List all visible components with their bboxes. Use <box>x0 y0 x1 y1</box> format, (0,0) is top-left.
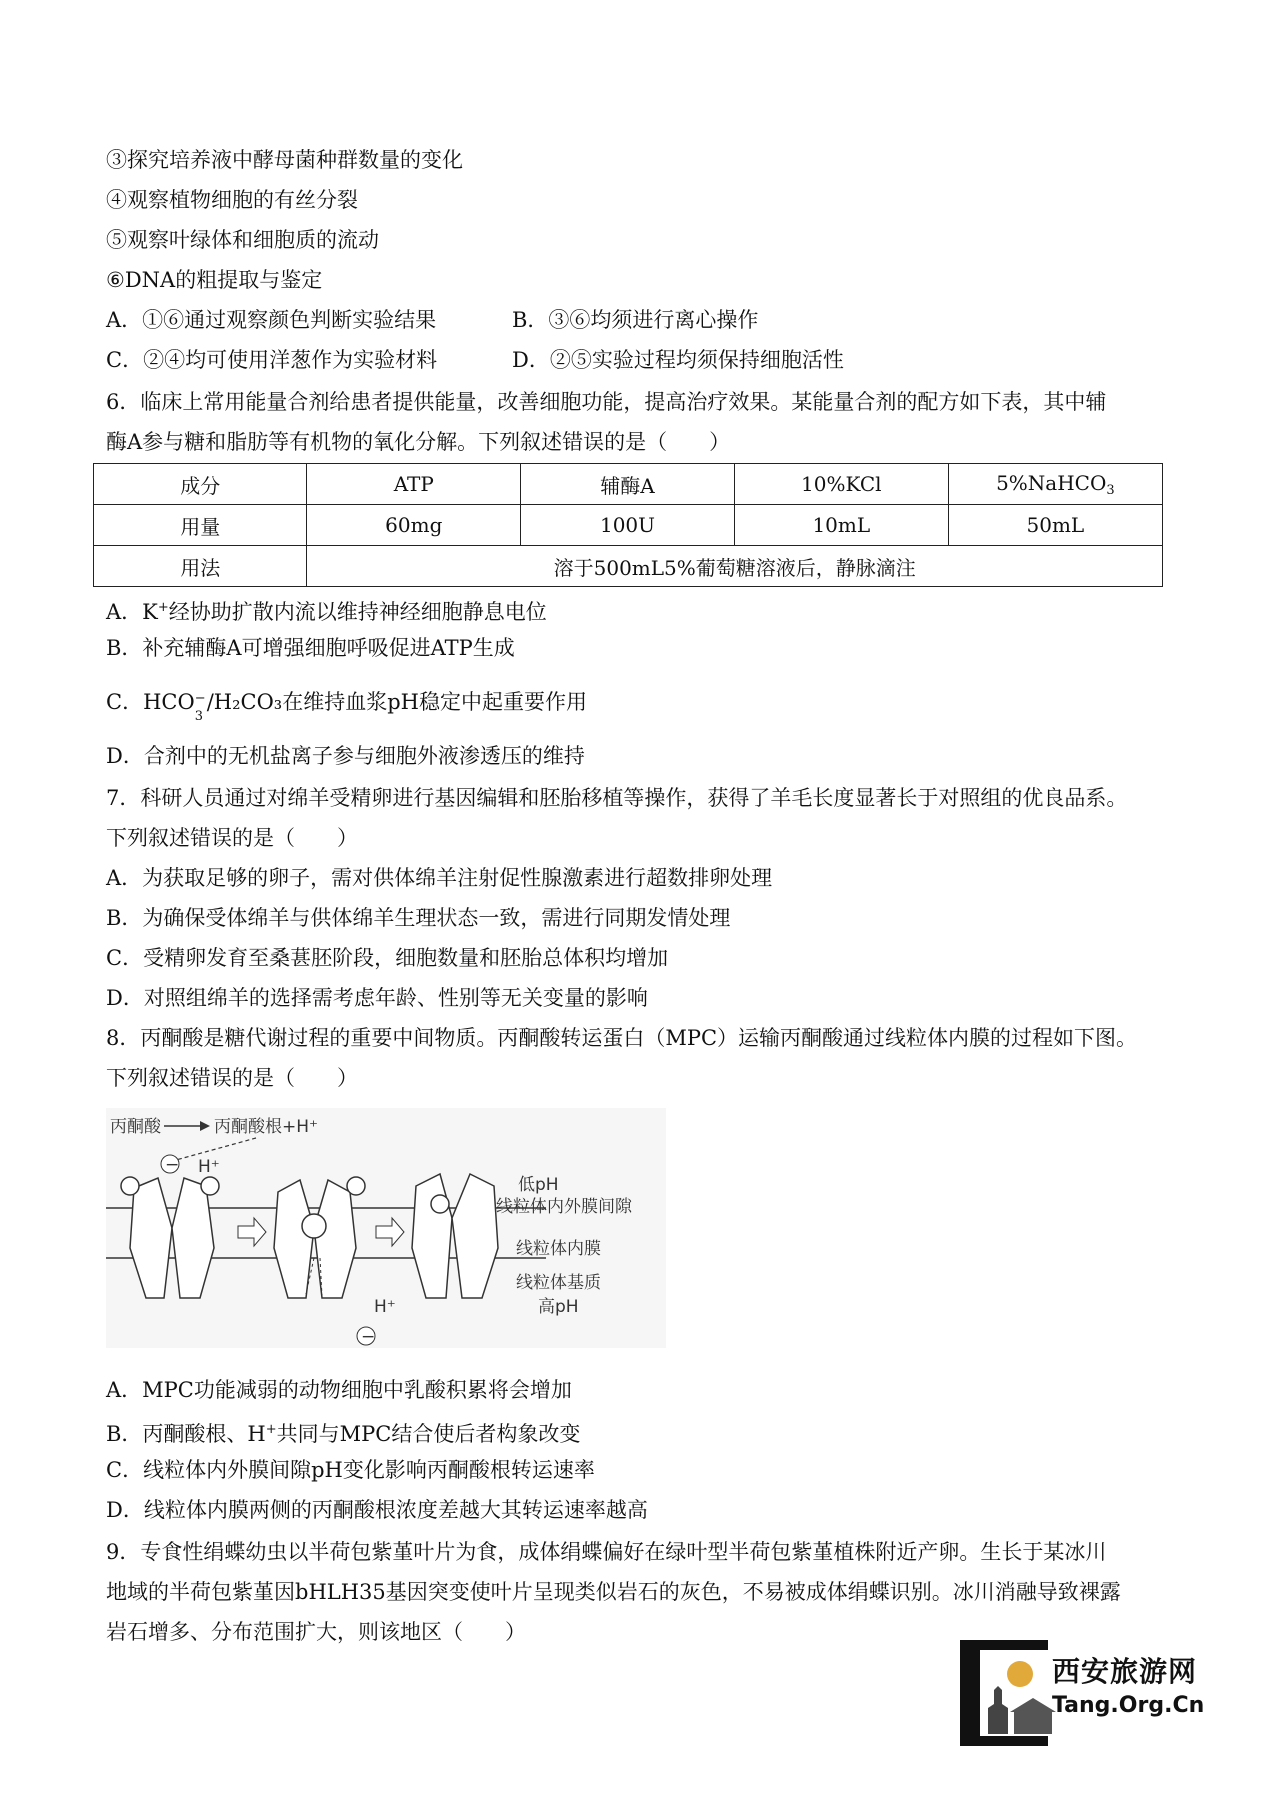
table-row <box>94 505 1163 546</box>
sub-sup-stack <box>194 691 207 724</box>
table-cell-subscript: 3 <box>1106 482 1115 498</box>
logo-bar-top <box>960 1640 1048 1650</box>
table-cell: 60mg <box>307 505 521 546</box>
q8-stem-line2: 下列叙述错误的是（ ） <box>106 1066 358 1090</box>
q8-option-b <box>106 1416 580 1448</box>
label-inner-membrane: 线粒体内膜 <box>516 1239 601 1259</box>
q7-option-d: D．对照组绵羊的选择需考虑年龄、性别等无关变量的影响 <box>106 986 648 1010</box>
sun-icon <box>1007 1661 1033 1687</box>
label-low-ph: 低pH <box>518 1175 559 1195</box>
table-cell: 溶于500mL5%葡萄糖溶液后，静脉滴注 <box>307 546 1163 587</box>
bound-complex <box>302 1214 326 1238</box>
option-text: /H₂CO₃在维持血浆pH稳定中起重要作用 <box>206 690 587 714</box>
q8-option-d: D．线粒体内膜两侧的丙酮酸根浓度差越大其转运速率越高 <box>106 1498 648 1522</box>
option-text: C． <box>106 690 144 714</box>
option-text: 经协助扩散内流以维持神经细胞静息电位 <box>168 600 547 624</box>
item-6: ⑥DNA的粗提取与鉴定 <box>106 268 323 292</box>
superscript: + <box>265 1422 277 1437</box>
table-row <box>94 464 1163 505</box>
table-cell: 用法 <box>94 546 307 587</box>
watermark-name: 西安旅游网 <box>1052 1655 1198 1688</box>
q6-option-a <box>106 594 547 626</box>
q9-line1: 9．专食性绢蝶幼虫以半荷包紫堇叶片为食，成体绢蝶偏好在绿叶型半荷包紫堇植株附近产卵。生长于某冰川 <box>106 1540 1107 1564</box>
minus-sign: − <box>165 1155 180 1175</box>
table-cell: 辅酶A <box>521 464 735 505</box>
table-cell: ATP <box>307 464 521 505</box>
q7-option-a: A．为获取足够的卵子，需对供体绵羊注射促性腺激素进行超数排卵处理 <box>106 866 773 890</box>
q5-option-b: B．③⑥均须进行离心操作 <box>512 308 759 332</box>
q9-line2: 地域的半荷包紫堇因bHLH35基因突变使叶片呈现类似岩石的灰色，不易被成体绢蝶识别。冰川消融导致裸露 <box>106 1580 1121 1604</box>
table-cell: 成分 <box>94 464 307 505</box>
q7-option-c: C．受精卵发育至桑葚胚阶段，细胞数量和胚胎总体积均增加 <box>106 946 669 970</box>
q7-stem-line1: 7．科研人员通过对绵羊受精卵进行基因编辑和胚胎移植等操作，获得了羊毛长度显著长于对照组的优良品系。 <box>106 786 1128 810</box>
formula-table <box>93 463 1163 587</box>
superscript: + <box>157 600 169 615</box>
table-cell: 10mL <box>734 505 948 546</box>
q7-option-b: B．为确保受体绵羊与供体绵羊生理状态一致，需进行同期发情处理 <box>106 906 731 930</box>
option-text: A．K <box>106 600 158 624</box>
option-text: B．丙酮酸根、H <box>106 1422 266 1446</box>
item-4: ④观察植物细胞的有丝分裂 <box>106 188 358 212</box>
superscript: − <box>194 691 206 706</box>
label-h-plus-bottom: H⁺ <box>374 1297 396 1317</box>
label-h-plus-top: H⁺ <box>198 1157 220 1177</box>
table-cell-text: 5%NaHCO <box>996 470 1107 495</box>
option-text: 共同与MPC结合使后者构象改变 <box>276 1422 581 1446</box>
label-pyruvate-ion: 丙酮酸根+H⁺ <box>214 1117 319 1137</box>
q5-option-d: D．②⑤实验过程均须保持细胞活性 <box>512 348 844 372</box>
label-intermembrane: 线粒体内外膜间隙 <box>496 1197 632 1217</box>
binding-site <box>347 1177 365 1195</box>
table-row <box>94 546 1163 587</box>
pagoda-icon <box>988 1686 1008 1734</box>
table-cell: 50mL <box>948 505 1162 546</box>
q8-stem-line1: 8．丙酮酸是糖代谢过程的重要中间物质。丙酮酸转运蛋白（MPC）运输丙酮酸通过线粒体内膜的过程如下图。 <box>106 1026 1138 1050</box>
logo-bar-left <box>960 1640 980 1746</box>
q6-option-d: D．合剂中的无机盐离子参与细胞外液渗透压的维持 <box>106 744 585 768</box>
q8-option-a: A．MPC功能减弱的动物细胞中乳酸积累将会增加 <box>106 1378 572 1402</box>
logo-bar-bottom <box>960 1736 1048 1746</box>
q8-option-c: C．线粒体内外膜间隙pH变化影响丙酮酸根转运速率 <box>106 1458 595 1482</box>
q6-option-c <box>106 688 587 724</box>
item-3: ③探究培养液中酵母菌种群数量的变化 <box>106 148 463 172</box>
table-cell: 用量 <box>94 505 307 546</box>
table-cell: 10%KCl <box>734 464 948 505</box>
q6-stem-line1: 6．临床上常用能量合剂给患者提供能量，改善细胞功能，提高治疗效果。某能量合剂的配方如下表，其中辅 <box>106 390 1107 414</box>
subscript: 3 <box>194 709 203 724</box>
binding-site <box>201 1177 219 1195</box>
q6-option-b: B．补充辅酶A可增强细胞呼吸促进ATP生成 <box>106 636 515 660</box>
item-5: ⑤观察叶绿体和细胞质的流动 <box>106 228 379 252</box>
label-matrix: 线粒体基质 <box>516 1273 601 1293</box>
q9-line3: 岩石增多、分布范围扩大，则该地区（ ） <box>106 1620 526 1644</box>
label-high-ph: 高pH <box>538 1297 579 1317</box>
tower-icon <box>1010 1698 1056 1734</box>
binding-site <box>121 1177 139 1195</box>
q6-stem-line2: 酶A参与糖和脂肪等有机物的氧化分解。下列叙述错误的是（ ） <box>106 430 731 454</box>
watermark-url: Tang.Org.Cn <box>1052 1693 1205 1718</box>
table-cell: 100U <box>521 505 735 546</box>
minus-sign: − <box>361 1327 376 1347</box>
table-cell <box>948 464 1162 505</box>
formula: HCO <box>143 690 195 714</box>
q5-option-c: C．②④均可使用洋葱作为实验材料 <box>106 348 438 372</box>
q7-stem-line2: 下列叙述错误的是（ ） <box>106 826 358 850</box>
q5-option-a: A．①⑥通过观察颜色判断实验结果 <box>106 308 437 332</box>
label-pyruvate: 丙酮酸 <box>110 1117 161 1137</box>
mpc-transport-diagram <box>106 1108 666 1348</box>
binding-site <box>431 1195 449 1213</box>
